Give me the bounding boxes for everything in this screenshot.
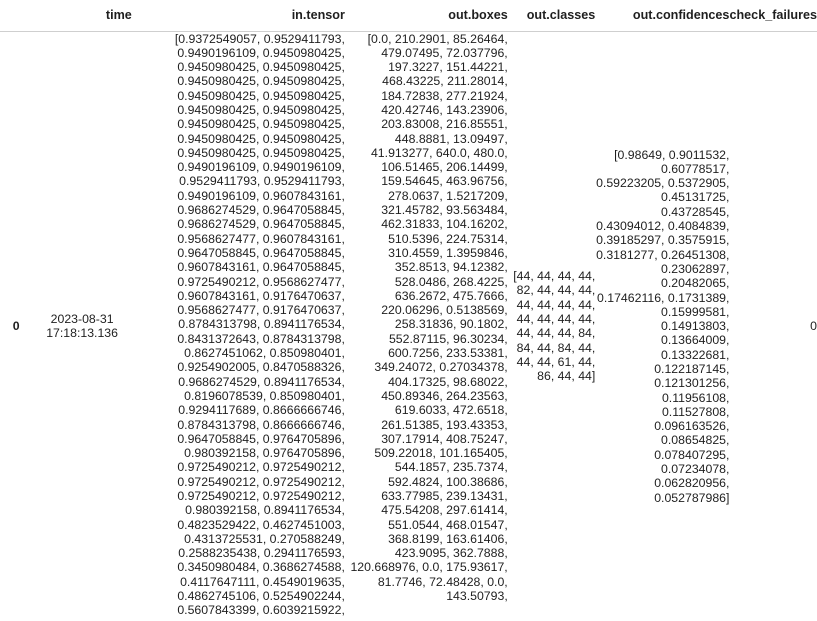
table-row [0,31,817,621]
cell-check-failures: 0 [810,319,817,334]
header-out-classes: out.classes [508,0,596,31]
header-out-confidences: out.confidences [595,0,729,31]
cell-in-tensor: [0.9372549057, 0.9529411793, 0.9490196109, 0.9450980425, 0.9450980425, 0.9450980425, 0.9450980425, 0.9450980425, 0.9450980425, 0.9450980425, 0.9450980425, 0.9450980425, 0.9450980425, 0.9450980425, 0.9450980425, 0.9450980425, 0.9450980425, 0.9450980425, 0.9490196109, 0.9490196109, 0.9529411793, 0.9529411793, 0.9490196109, 0.9607843161, 0.9686274529, 0.9647058845, 0.9686274529, 0.9647058845, 0.9568627477, 0.9607843161, 0.9647058845, 0.9647058845, 0.9607843161, 0.9647058845, 0.9725490212, 0.9568627477, 0.9607843161, 0.9176470637, 0.9568627477, 0.9176470637, 0.8784313798, 0.8941176534, 0.8431372643, 0.8784313798, 0.8627451062, 0.850980401, 0.9254902005, 0.8470588326, 0.9686274529, 0.8941176534, 0.8196078539, 0.850980401, 0.9294117689, 0.8666666746, 0.8784313798, 0.8666666746, 0.9647058845, 0.9764705896, 0.980392158, 0.9764705896, 0.9725490212, 0.9725490212, 0.9725490212, 0.9725490212, 0.9725490212, 0.9725490212, 0.980392158, 0.8941176534, 0.4823529422, 0.4627451003, 0.4313725531, 0.270588249, 0.2588235438, 0.2941176593, 0.3450980484, 0.3686274588, 0.4117647111, 0.4549019635, 0.4862745106, 0.5254902244, 0.5607843399, 0.6039215922, [174,31,345,618]
table-body [0,31,817,621]
cell-time: 2023-08-31 17:18:13.136 [46,311,118,341]
header-time: time [32,0,131,31]
table-header [0,0,817,31]
header-row [0,0,817,31]
header-in-tensor: in.tensor [132,0,345,31]
header-out-boxes: out.boxes [345,0,508,31]
cell-out-classes: [44, 44, 44, 44, 82, 44, 44, 44, 44, 44, 44, 44, 44, 44, 44, 44, 44, 44, 44, 84, 84, 44, 84, 44, 44, 44, 61, 44, 86, 44, 44] [513,269,596,384]
cell-out-confidences: [0.98649, 0.9011532, 0.60778517, 0.59223205, 0.5372905, 0.45131725, 0.43728545, 0.43094012, 0.4084839, 0.39185297, 0.3575915, 0.3181277, 0.26451308, 0.23062897, 0.20482065, 0.17462116, 0.1731389, 0.15999581, 0.14913803, 0.13664009, 0.13322681, 0.122187145, 0.121301256, 0.11956108, 0.11527808, 0.096163526, 0.08654825, 0.078407295, 0.07234078, 0.062820956, 0.052787986] [596,147,730,505]
header-check-failures: check_failures [729,0,817,31]
header-index [0,0,32,31]
cell-out-boxes: [0.0, 210.2901, 85.26464, 479.07495, 72.037796, 197.3227, 151.44221, 468.43225, 211.28014, 184.72838, 277.21924, 420.42746, 143.23906, 203.83008, 216.85551, 448.8881, 13.09497, 41.913277, 640.0, 480.0, 106.51465, 206.14499, 159.54645, 463.96756, 278.0637, 1.5217209, 321.45782, 93.563484, 462.31833, 104.16202, 510.5396, 224.75314, 310.4559, 1.3959846, 352.8513, 94.12382, 528.0486, 268.4225, 636.2672, 475.7666, 220.06296, 0.5138569, 258.31836, 90.1802, 552.87115, 96.30234, 600.7256, 233.53381, 349.24072, 0.27034378, 404.17325, 98.68022, 450.89346, 264.23563, 619.6033, 472.6518, 261.51385, 193.43353, 307.17914, 408.75247, 509.22018, 101.165405, 544.1857, 235.7374, 592.4824, 100.38686, 633.77985, 239.13431, 475.54208, 297.61414, 551.0544, 468.01547, 368.8199, 163.61406, 423.9095, 362.7888, 120.668976, 0.0, 175.93617, 81.7746, 72.48428, 0.0, 143.50793, [350,31,508,604]
row-index: 0 [12,319,20,334]
